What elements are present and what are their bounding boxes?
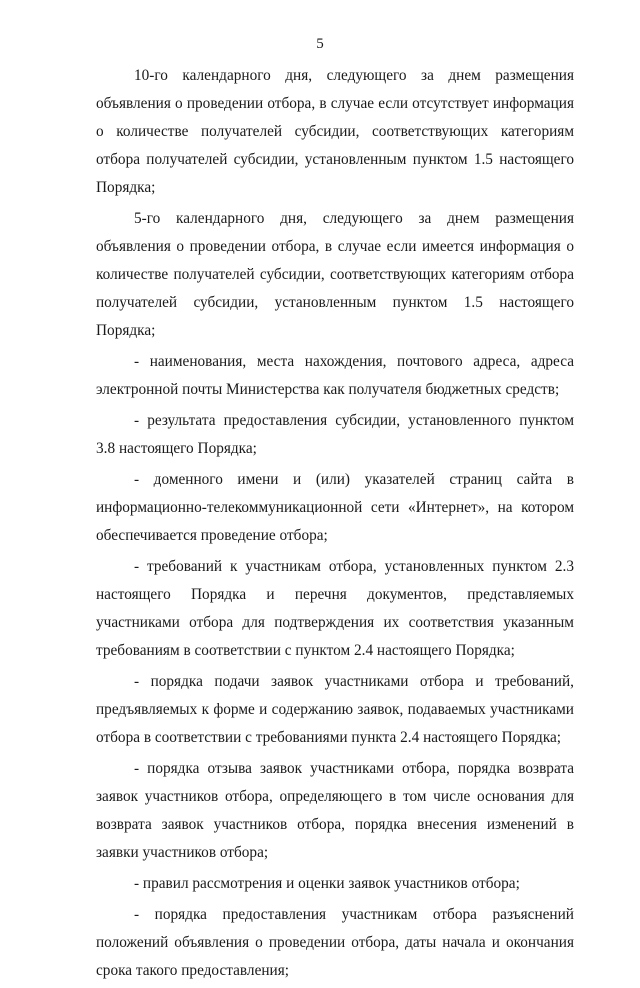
list-item: - порядка подачи заявок участниками отбора и требований, предъявляемых к форме и содержанию заявок, подаваемых участниками отбора в соответствии с требованиями пункта 2.4 настоящего Порядка;: [96, 673, 574, 746]
paragraph: 5-го календарного дня, следующего за днем размещения объявления о проведении отбора, в случае если имеется информация о количестве получателей субсидии, соответствующих категориям отбора получателей субсидии, установленным пунктом 1.5 настоящего Порядка;: [96, 210, 574, 339]
paragraph: 10-го календарного дня, следующего за днем размещения объявления о проведении отбора, в случае если отсутствует информация о количестве получателей субсидии, соответствующих категориям отбора получателей субсидии, установленным пунктом 1.5 настоящего Порядка;: [96, 67, 574, 196]
list-item: - порядка предоставления участникам отбора разъяснений положений объявления о проведении отбора, даты начала и окончания срока такого предоставления;: [96, 906, 574, 979]
document-body: [96, 62, 574, 988]
page-number: 5: [316, 36, 324, 52]
list-item: - доменного имени и (или) указателей страниц сайта в информационно-телекоммуникационной сети «Интернет», на котором обеспечивается проведение отбора;: [96, 471, 574, 544]
list-item: - наименования, места нахождения, почтового адреса, адреса электронной почты Министерства как получателя бюджетных средств;: [96, 353, 574, 398]
list-item: - правил рассмотрения и оценки заявок участников отбора;: [134, 875, 520, 892]
list-item: - результата предоставления субсидии, установленного пунктом 3.8 настоящего Порядка;: [96, 412, 574, 457]
list-item: - требований к участникам отбора, установленных пунктом 2.3 настоящего Порядка и перечня документов, представляемых участниками отбора для подтверждения их соответствия указанным требованиям в соответствии с пунктом 2.4 настоящего Порядка;: [96, 558, 574, 659]
list-item: - порядка отзыва заявок участниками отбора, порядка возврата заявок участников отбора, определяющего в том числе основания для возврата заявок участников отбора, порядка внесения изменений в заявки участников отбора;: [96, 760, 574, 861]
